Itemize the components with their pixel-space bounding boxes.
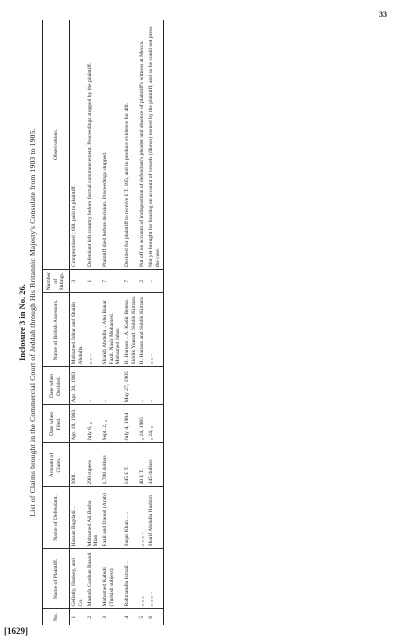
cell-plaintiff: Gellatly, Hankey, and Co. [70,549,86,609]
cell-defendant: Hassan Bagdadi .. [70,487,86,549]
cell-decided: .. [138,367,147,405]
cell-defendant: Mohamed Ali Basha Mian [86,487,101,549]
table-row [86,20,101,625]
cell-plaintiff: Mastafa Gooban Rasool [86,549,101,609]
table-row [147,20,163,625]
cell-no: 6 [147,609,163,625]
cell-decided: .. [147,367,163,405]
cell-sittings: 1 [86,270,101,294]
cell-sittings: 2 [138,270,147,294]
claims-table [42,20,164,625]
cell-observations: Defendant left country before formal commencement. Proceedings stopped by the plaintiff. [86,20,101,270]
cell-decided: Apr. 30, 1903 [70,367,86,405]
table-row [123,20,138,625]
sheet-reference: [1629] [4,626,28,636]
cell-defendant: Fazil and Daood (Arab) [101,487,123,549]
cell-amount: 145 £ T. [123,443,138,487]
table-row [70,20,86,625]
cell-assessors: H. Haroon .. A. Kadir Benna. Siddik Yousuf. Siddik Kimara. [123,293,138,367]
cell-assessors: Mohamed Jobar and Shaikh Abdulla [70,293,86,367]
cell-no: 4 [124,615,131,619]
column-header-no: No. [43,609,70,625]
column-header-observations: Observations. [43,20,70,270]
cell-filed: „ 24, 1905 [138,405,147,443]
cell-sittings: .. [147,270,163,294]
column-header-amount: Amount of Claim. [43,443,70,487]
cell-amount: 40 £ T. [138,443,147,487]
cell-no: 2 [86,615,93,619]
cell-observations: Decided for plaintiff to receive £ T. 105, and to produce evidence for 40l. [123,20,138,270]
cell-decided: May 27, 1905 [123,367,138,405]
column-header-defendant: Name of Defendant. [43,487,70,549]
page-number: 33 [379,10,387,19]
cell-no: 3 [101,615,108,619]
cell-filed: „ 24, „ [147,405,163,443]
cell-observations: Put off on account of indisposition of defendant's pleader and absence of plaintiff's witness at Mecca. [138,20,147,270]
column-header-decided: Date when Decided. [43,367,70,405]
cell-amount: 100l. [70,443,86,487]
header-row [43,20,70,625]
cell-defendant: Saqar Khan .. .. [123,487,138,549]
cell-no: 5 [139,615,146,619]
cell-sittings: 3 [70,270,86,294]
cell-plaintiff: „ „ „ .. [147,549,163,609]
cell-assessors: Shaikh Abdulla .. Abu Bakar Fazil. Nasir Mohamed. Mohamed Jabar. [101,293,123,367]
cell-decided: .. [101,367,123,405]
cell-defendant: Sharif Abdulla Hashim [147,487,163,549]
cell-sittings: 7 [101,270,123,294]
cell-plaintiff: Mohamed Kabuli (Turkish subject) [101,549,123,609]
table-row [138,20,147,625]
table-title: List of Claims brought in the Commercial Court of Jeddah through His Britannic Majesty's Consulate from 1903 to 1905. [28,128,37,517]
cell-defendant: „ „ „ .. [138,487,147,549]
inclosure-heading: Inclosure 3 in No. 26. [17,284,27,361]
cell-assessors: „ „ .. [147,293,163,367]
cell-no: 1 [71,615,78,619]
cell-filed: Sept. 2, „ [101,405,123,443]
cell-sittings: 7 [123,270,138,294]
column-header-plaintiff: Name of Plaintiff. [43,549,70,609]
cell-observations: Compromised ; 60l. paid to plaintiff. [70,20,86,270]
cell-observations: Not yet brought for hearing on account of vessels (dhows) owned by the plaintiff, and so he could not press the case. [147,20,163,270]
cell-filed: Apr. 18, 1903 [70,405,86,443]
column-header-filed: Date when Filed. [43,405,70,443]
column-header-sittings: Number of Sittings. [43,270,70,294]
cell-assessors: H. Haroon and Siddik Kimara [138,293,147,367]
cell-filed: July 6, „ [86,405,101,443]
cell-plaintiff: Rahmatulla Ismail .. [123,549,138,609]
cell-amount: 1,700 dollars [101,443,123,487]
cell-plaintiff: „ „ „ [138,549,147,609]
cell-filed: July 4, 1904 [123,405,138,443]
column-header-assessors: Name of British Assessors. [43,293,70,367]
cell-amount: 345 dollars [147,443,163,487]
cell-decided: .. [86,367,101,405]
cell-assessors: „ „ .. [86,293,101,367]
cell-observations: Plaintiff died before decision. Proceedings stopped. [101,20,123,270]
rotated-table-block [15,20,370,625]
table-row [101,20,123,625]
cell-amount: 290 rupees [86,443,101,487]
